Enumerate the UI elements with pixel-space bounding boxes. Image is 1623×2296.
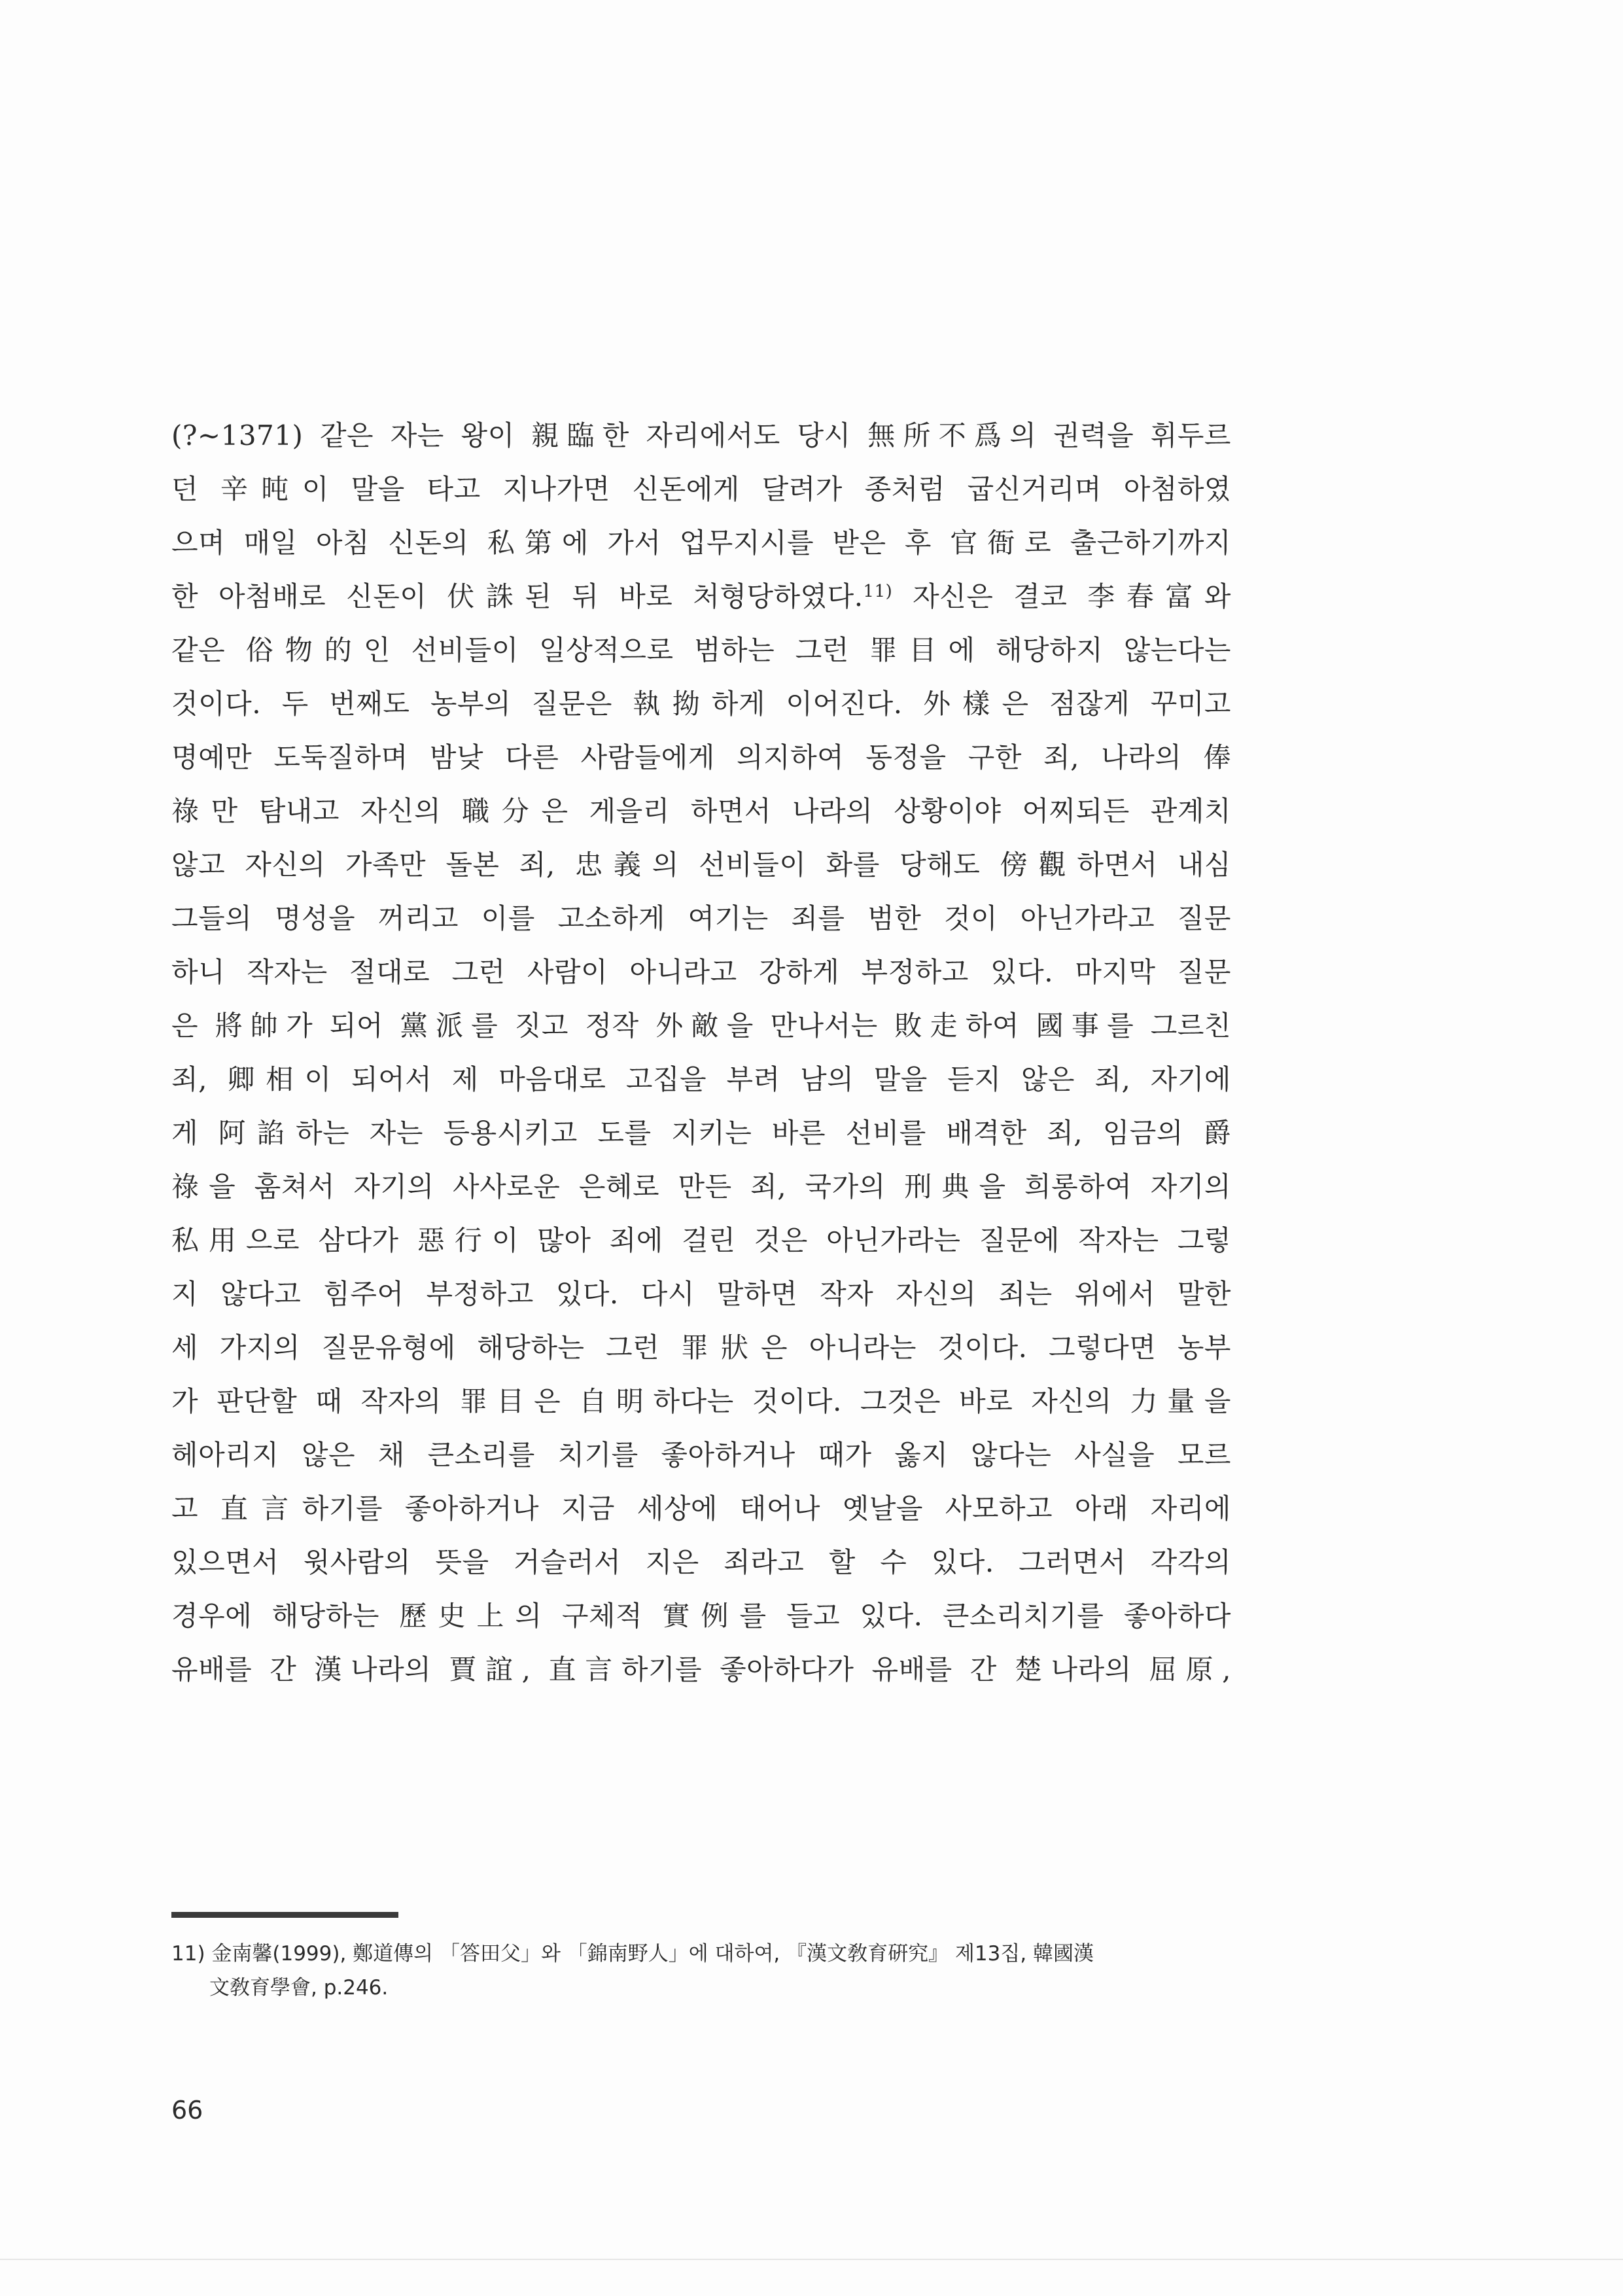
body-line: 것이다. 두 번째도 농부의 질문은 執拗하게 이어진다. 外樣은 점잖게 꾸미고 [171, 688, 1231, 720]
body-line: 세 가지의 질문유형에 해당하는 그런 罪狀은 아니라는 것이다. 그렇다면 농부 [171, 1332, 1231, 1364]
body-line: 있으면서 윗사람의 뜻을 거슬러서 지은 죄라고 할 수 있다. 그러면서 각각의 [171, 1546, 1231, 1578]
page-number: 66 [171, 2096, 203, 2125]
footnote-line: 文敎育學會, p.246. [209, 1976, 389, 2000]
body-line: 고 直言하기를 좋아하거나 지금 세상에 태어나 옛날을 사모하고 아래 자리에 [171, 1492, 1231, 1525]
body-line: 같은 俗物的인 선비들이 일상적으로 범하는 그런 罪目에 해당하지 않는다는 [171, 634, 1231, 666]
body-line: (?~1371) 같은 자는 왕이 親臨한 자리에서도 당시 無所不爲의 권력을 휘두르 [171, 419, 1231, 451]
footnote-reference[interactable]: 11) [863, 582, 893, 601]
body-line: 유배를 간 漢나라의 賈誼, 直言하기를 좋아하다가 유배를 간 楚나라의 屈原, [171, 1653, 1231, 1686]
body-line: 가 판단할 때 작자의 罪目은 自明하다는 것이다. 그것은 바로 자신의 力量을 [171, 1385, 1231, 1417]
body-line-with-footnote [171, 570, 1231, 624]
body-line: 祿만 탐내고 자신의 職分은 게을리 하면서 나라의 상황이야 어찌되든 관계치 [171, 795, 1231, 827]
body-line: 그들의 명성을 꺼리고 이를 고소하게 여기는 죄를 범한 것이 아닌가라고 질문 [171, 902, 1231, 934]
body-line-text: 한 아첨배로 신돈이 伏誅된 뒤 바로 처형당하였다. [171, 580, 864, 612]
body-line: 으며 매일 아침 신돈의 私第에 가서 업무지시를 받은 후 官衙로 출근하기까지 [171, 527, 1231, 559]
body-line: 祿을 훔쳐서 자기의 사사로운 은혜로 만든 죄, 국가의 刑典을 희롱하여 자기의 [171, 1171, 1231, 1203]
body-text [171, 409, 1231, 1697]
body-line: 던 辛旽이 말을 타고 지나가면 신돈에게 달려가 종처럼 굽신거리며 아첨하였 [171, 473, 1231, 505]
footnote-divider [171, 1912, 398, 1918]
body-line: 않고 자신의 가족만 돌본 죄, 忠義의 선비들이 화를 당해도 傍觀하면서 내심 [171, 849, 1231, 881]
body-line: 은 將帥가 되어 黨派를 짓고 정작 外敵을 만나서는 敗走하여 國事를 그르친 [171, 1010, 1231, 1042]
body-line: 경우에 해당하는 歷史上의 구체적 實例를 들고 있다. 큰소리치기를 좋아하다 [171, 1600, 1231, 1632]
body-line: 게 阿諂하는 자는 등용시키고 도를 지키는 바른 선비를 배격한 죄, 임금의 爵 [171, 1117, 1231, 1149]
body-line: 지 않다고 힘주어 부정하고 있다. 다시 말하면 작자 자신의 죄는 위에서 말한 [171, 1278, 1231, 1310]
page-edge-line [0, 2259, 1623, 2260]
body-line: 죄, 卿相이 되어서 제 마음대로 고집을 부려 남의 말을 듣지 않은 죄, 자기에 [171, 1063, 1231, 1095]
footnote [171, 1937, 1231, 2005]
body-line: 헤아리지 않은 채 큰소리를 치기를 좋아하거나 때가 옳지 않다는 사실을 모르 [171, 1439, 1231, 1471]
footnote-line: 11) 金南馨(1999), 鄭道傳의 「答田父」와 「錦南野人」에 대하여, 『漢文敎育硏究』 제13집, 韓國漢 [171, 1942, 1094, 1966]
body-line: 私用으로 삼다가 惡行이 많아 죄에 걸린 것은 아닌가라는 질문에 작자는 그렇 [171, 1224, 1231, 1256]
body-line-text: 자신은 결코 李春富와 [892, 580, 1231, 612]
body-line: 명예만 도둑질하며 밤낮 다른 사람들에게 의지하여 동정을 구한 죄, 나라의 俸 [171, 741, 1231, 773]
body-line: 하니 작자는 절대로 그런 사람이 아니라고 강하게 부정하고 있다. 마지막 질문 [171, 956, 1231, 988]
